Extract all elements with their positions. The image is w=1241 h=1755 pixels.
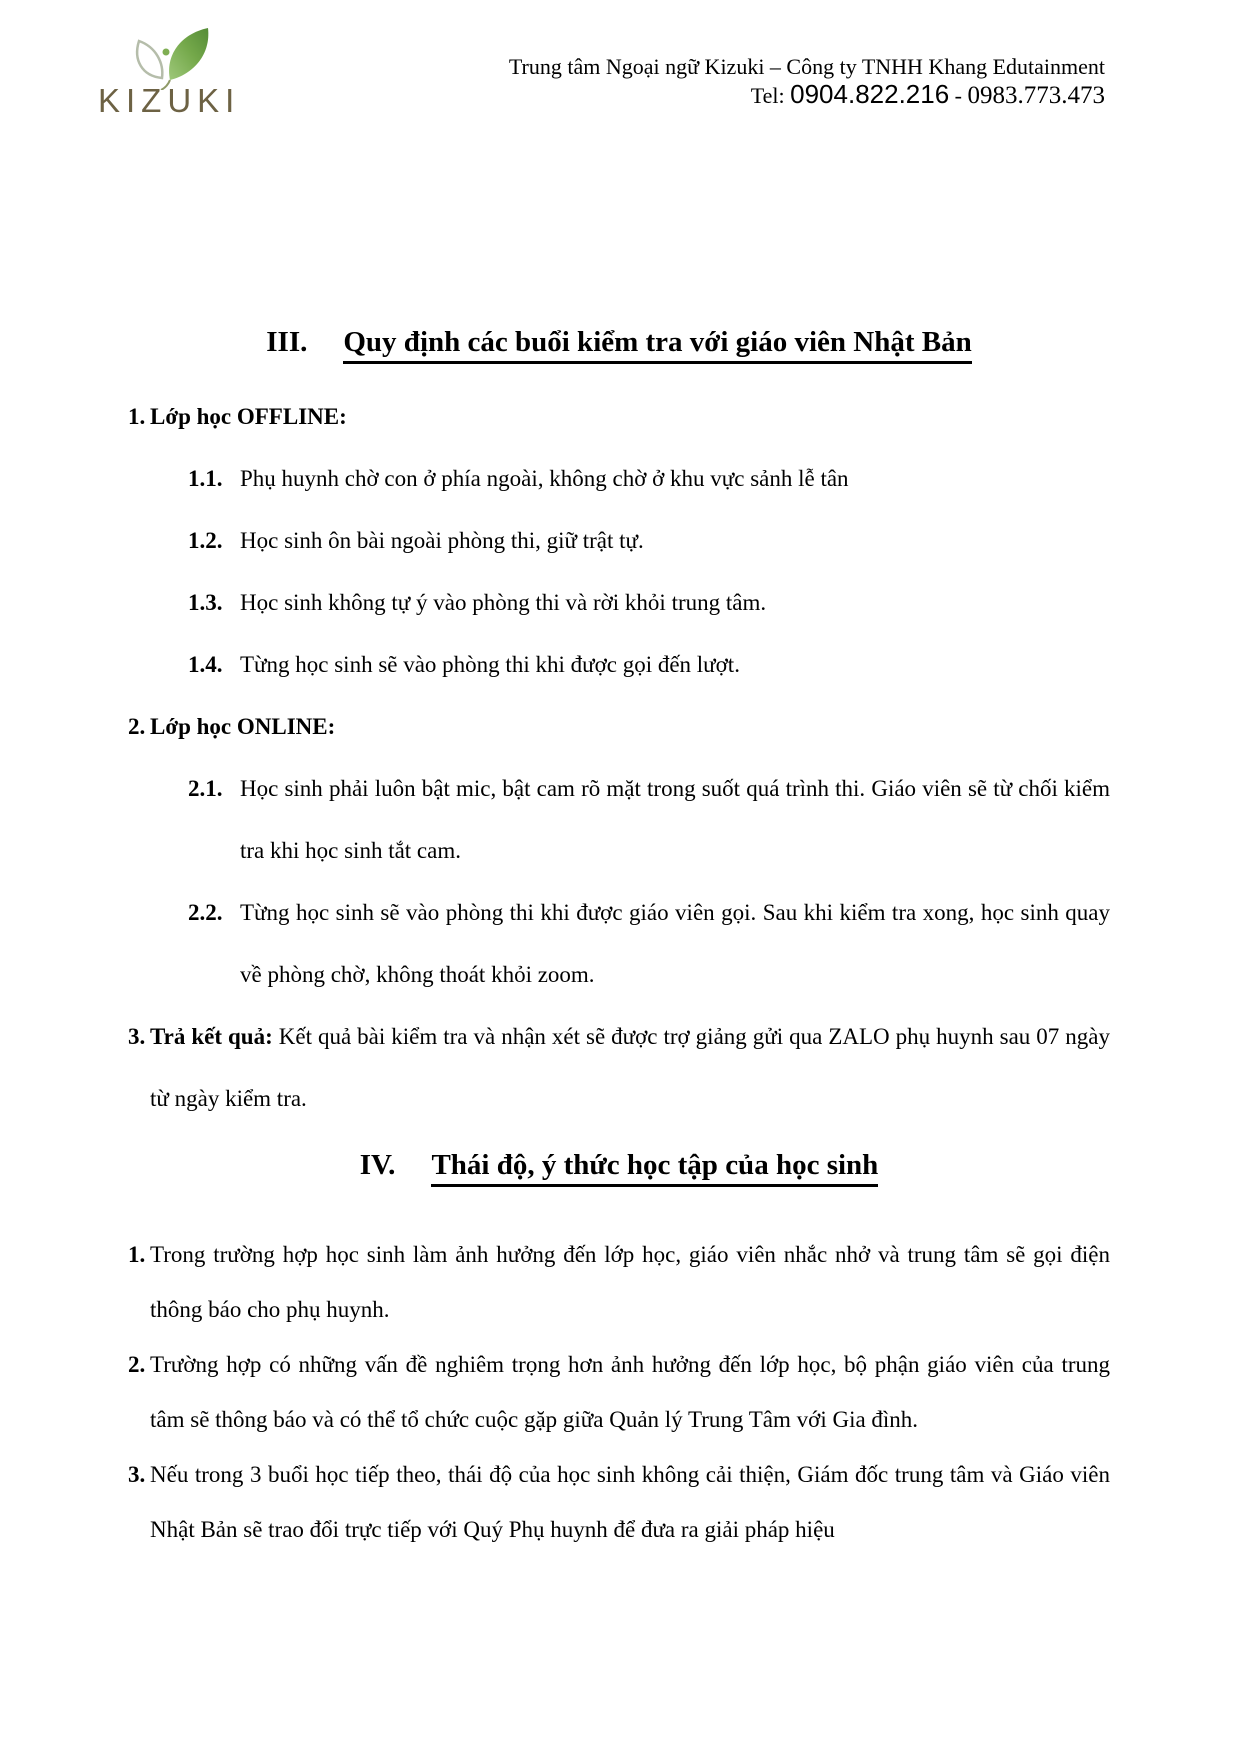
document-body [128,0,1110,1557]
list-item-online [128,696,1110,758]
item-number: 2.2. [188,900,223,925]
list-item-1-1 [128,448,1110,510]
item-label: Trả kết quả: [150,1024,273,1049]
section-iii-title: Quy định các buổi kiểm tra với giáo viên Nhật Bản [343,326,971,364]
section-iv-list [128,1227,1110,1557]
logo-wordmark: KIZUKI [98,82,241,119]
item-number: 2. [128,1352,146,1377]
phone-secondary: 0983.773.473 [967,82,1105,109]
item-text: Từng học sinh sẽ vào phòng thi khi được giáo viên gọi. Sau khi kiểm tra xong, học sinh quay về phòng chờ, không thoát khỏi zoom. [240,900,1110,987]
item-number: 2.1. [188,776,223,801]
section-iii-numeral: III. [266,326,308,358]
phone-separator: - [949,83,968,108]
tel-label: Tel: [750,83,785,108]
list-item-1-3 [128,572,1110,634]
item-text: Học sinh phải luôn bật mic, bật cam rõ mặt trong suốt quá trình thi. Giáo viên sẽ từ chối kiểm tra khi học sinh tắt cam. [240,776,1110,863]
list-item-tra-ket-qua [128,1006,1110,1130]
item-number: 1.1. [188,466,223,491]
section-iv-heading [128,1148,1110,1182]
item-number: 1.2. [188,528,223,553]
list-item-offline [128,386,1110,448]
list-item-iv-2 [128,1337,1110,1447]
item-label: Lớp học OFFLINE: [150,404,347,429]
item-text: Trong trường hợp học sinh làm ảnh hưởng đến lớp học, giáo viên nhắc nhở và trung tâm sẽ gọi điện thông báo cho phụ huynh. [150,1242,1110,1322]
item-number: 1. [128,1242,146,1267]
item-number: 3. [128,1462,146,1487]
section-iii-list [128,386,1110,1130]
list-item-2-2 [128,882,1110,1006]
section-iii-heading [128,325,1110,359]
list-item-1-2 [128,510,1110,572]
list-item-iv-3 [128,1447,1110,1557]
item-text: Kết quả bài kiểm tra và nhận xét sẽ được trợ giảng gửi qua ZALO phụ huynh sau 07 ngày từ ngày kiểm tra. [150,1024,1110,1111]
item-label: Lớp học ONLINE: [150,714,336,739]
item-number: 1. [128,404,146,429]
list-item-1-4 [128,634,1110,696]
item-text: Học sinh không tự ý vào phòng thi và rời khỏi trung tâm. [240,590,767,615]
item-number: 1.4. [188,652,223,677]
section-iv-title: Thái độ, ý thức học tập của học sinh [431,1149,878,1187]
item-number: 3. [128,1024,146,1049]
item-text: Nếu trong 3 buổi học tiếp theo, thái độ của học sinh không cải thiện, Giám đốc trung tâm và Giáo viên Nhật Bản sẽ trao đổi trực tiếp với Quý Phụ huynh để đưa ra giải pháp hiệu [150,1462,1110,1542]
section-iv-numeral: IV. [359,1149,396,1181]
item-number: 1.3. [188,590,223,615]
phone-primary: 0904.822.216 [790,79,950,109]
list-item-2-1 [128,758,1110,882]
item-text: Trường hợp có những vấn đề nghiêm trọng hơn ảnh hưởng đến lớp học, bộ phận giáo viên của trung tâm sẽ thông báo và có thể tổ chức cuộc gặp giữa Quản lý Trung Tâm với Gia đình. [150,1352,1110,1432]
company-name: Trung tâm Ngoại ngữ Kizuki – Công ty TNHH Khang Edutainment [508,54,1105,79]
item-number: 2. [128,714,146,739]
item-text: Phụ huynh chờ con ở phía ngoài, không chờ ở khu vực sảnh lễ tân [240,466,849,491]
list-item-iv-1 [128,1227,1110,1337]
item-text: Học sinh ôn bài ngoài phòng thi, giữ trật tự. [240,528,644,553]
item-text: Từng học sinh sẽ vào phòng thi khi được gọi đến lượt. [240,652,740,677]
